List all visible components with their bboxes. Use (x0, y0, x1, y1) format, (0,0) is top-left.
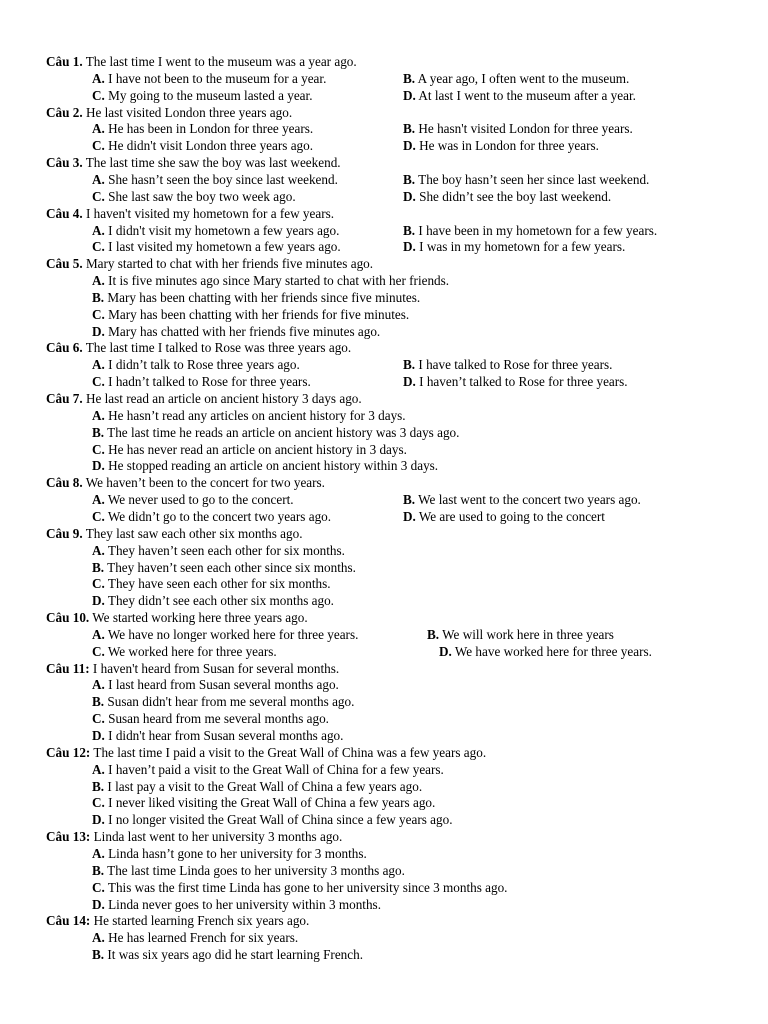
option-letter: D. (92, 812, 105, 828)
option-letter: C. (92, 643, 105, 659)
option-letter: B. (92, 289, 105, 305)
option-letter: B. (403, 357, 416, 373)
option-text: I haven’t paid a visit to the Great Wall of China for a few years. (108, 761, 444, 777)
question-number: Câu 12: (46, 744, 91, 760)
option-text: We have no longer worked here for three years. (107, 626, 359, 642)
option-letter: D. (92, 896, 105, 912)
option-text: My going to the museum lasted a year. (108, 87, 313, 103)
option-letter: D. (92, 323, 105, 339)
option-text: We last went to the concert two years ago. (418, 492, 641, 508)
option-letter: A. (92, 222, 105, 238)
option-text: It is five minutes ago since Mary started to chat with her friends. (108, 273, 450, 289)
option-letter: C. (92, 138, 105, 154)
option-letter: C. (92, 188, 105, 204)
answer-option (92, 272, 449, 289)
option-text: Mary has been chatting with her friends for five minutes. (108, 306, 410, 322)
question-number: Câu 2. (46, 104, 83, 120)
option-letter: B. (427, 626, 440, 642)
answer-option (403, 137, 599, 154)
answer-option (92, 306, 409, 323)
option-letter: B. (92, 559, 105, 575)
answer-option (403, 238, 625, 255)
option-text: Mary has been chatting with her friends since five minutes. (107, 289, 421, 305)
option-letter: A. (92, 70, 105, 86)
option-letter: A. (92, 677, 105, 693)
answer-option (92, 323, 380, 340)
answer-option (92, 727, 343, 744)
option-text: He has been in London for three years. (108, 121, 314, 137)
answer-option (403, 222, 657, 239)
question-number: Câu 4. (46, 205, 83, 221)
answer-option (92, 946, 363, 963)
option-text: He hasn’t read any articles on ancient history for 3 days. (108, 407, 406, 423)
question-number: Câu 3. (46, 155, 83, 171)
option-letter: D. (92, 593, 105, 609)
option-letter: B. (403, 121, 416, 137)
option-text: Linda hasn’t gone to her university for 3 months. (108, 845, 367, 861)
option-text: I haven’t talked to Rose for three years. (419, 374, 628, 390)
answer-option (92, 693, 354, 710)
question-number: Câu 1. (46, 54, 83, 69)
question-number: Câu 11: (46, 660, 90, 676)
option-letter: B. (92, 947, 105, 963)
answer-option (92, 778, 422, 795)
question-text: The last time I talked to Rose was three years ago. (85, 340, 352, 356)
option-letter: C. (92, 87, 105, 103)
option-text: I no longer visited the Great Wall of China since a few years ago. (108, 812, 453, 828)
option-letter: B. (92, 694, 105, 710)
option-letter: D. (403, 138, 416, 154)
option-letter: B. (92, 778, 105, 794)
option-text: He didn't visit London three years ago. (108, 138, 314, 154)
answer-option (92, 575, 331, 592)
answer-option (92, 373, 311, 390)
option-text: Linda never goes to her university within 3 months. (108, 896, 381, 912)
question-text: We started working here three years ago. (92, 610, 308, 626)
answer-option (403, 188, 611, 205)
option-text: I last heard from Susan several months ago. (108, 677, 339, 693)
option-text: I last pay a visit to the Great Wall of China a few years ago. (107, 778, 423, 794)
option-text: We didn’t go to the concert two years ago. (107, 508, 332, 524)
option-letter: D. (403, 188, 416, 204)
question-stem (46, 154, 341, 171)
option-text: I was in my hometown for a few years. (419, 239, 626, 255)
option-text: She hasn’t seen the boy since last weekend. (108, 171, 338, 187)
answer-option (92, 491, 294, 508)
answer-option (403, 508, 605, 525)
answer-option (92, 542, 345, 559)
question-text: He started learning French six years ago. (93, 913, 310, 929)
option-letter: D. (439, 643, 452, 659)
answer-option (92, 424, 459, 441)
option-text: We have worked here for three years. (454, 643, 652, 659)
option-text: We are used to going to the concert (418, 508, 605, 524)
answer-option (92, 896, 381, 913)
option-letter: A. (92, 407, 105, 423)
option-text: At last I went to the museum after a year. (418, 87, 636, 103)
option-text: He has learned French for six years. (108, 930, 299, 946)
answer-option (92, 811, 453, 828)
option-letter: C. (92, 508, 105, 524)
question-text: I haven't heard from Susan for several months. (92, 660, 340, 676)
question-text: Linda last went to her university 3 months ago. (93, 829, 343, 845)
question-stem (46, 53, 357, 70)
question-stem (46, 609, 308, 626)
answer-option (92, 929, 298, 946)
answer-option (92, 761, 444, 778)
option-text: They have seen each other for six months. (107, 576, 331, 592)
answer-option (92, 508, 331, 525)
option-text: They haven’t seen each other for six months. (107, 542, 345, 558)
question-stem (46, 255, 373, 272)
option-text: I have talked to Rose for three years. (418, 357, 613, 373)
answer-option (427, 626, 614, 643)
option-text: It was six years ago did he start learning French. (107, 947, 364, 963)
question-number: Câu 9. (46, 525, 83, 541)
option-text: The last time Linda goes to her university 3 months ago. (107, 862, 405, 878)
question-number: Câu 7. (46, 391, 83, 406)
option-letter: B. (92, 424, 105, 440)
option-letter: A. (92, 273, 105, 289)
option-text: We never used to go to the concert. (107, 492, 294, 508)
option-text: I didn’t talk to Rose three years ago. (108, 357, 300, 373)
answer-option (92, 457, 438, 474)
option-letter: B. (403, 171, 416, 187)
answer-option (92, 676, 339, 693)
question-number: Câu 13: (46, 829, 91, 845)
question-stem (46, 744, 486, 761)
option-text: The boy hasn’t seen her since last weekend. (418, 171, 650, 187)
option-text: I didn't hear from Susan several months ago. (108, 728, 344, 743)
answer-option (92, 356, 300, 373)
option-letter: D. (92, 728, 105, 743)
question-text: Mary started to chat with her friends five minutes ago. (85, 256, 374, 272)
question-stem (46, 205, 334, 222)
question-stem (46, 474, 325, 491)
answer-option (403, 120, 633, 137)
option-letter: B. (403, 492, 416, 508)
answer-option (403, 171, 649, 188)
option-text: I never liked visiting the Great Wall of China a few years ago. (108, 795, 436, 811)
option-letter: D. (403, 239, 416, 255)
question-text: They last saw each other six months ago. (85, 525, 303, 541)
question-stem (46, 390, 362, 407)
answer-option (92, 188, 296, 205)
option-letter: B. (403, 70, 416, 86)
question-stem (46, 104, 292, 121)
option-text: I have been in my hometown for a few years. (418, 222, 658, 238)
question-text: He last read an article on ancient history 3 days ago. (85, 391, 362, 406)
answer-option (92, 137, 313, 154)
answer-option (92, 441, 407, 458)
answer-option (92, 710, 329, 727)
answer-option (439, 643, 652, 660)
option-letter: C. (92, 795, 105, 811)
question-number: Câu 14: (46, 913, 91, 929)
answer-option (92, 626, 358, 643)
option-letter: C. (92, 374, 105, 390)
answer-option (92, 120, 313, 137)
question-stem (46, 912, 309, 929)
option-text: She didn’t see the boy last weekend. (419, 188, 612, 204)
option-letter: D. (403, 508, 416, 524)
answer-option (403, 491, 641, 508)
answer-option (92, 643, 277, 660)
answer-option (92, 238, 341, 255)
answer-option (92, 592, 334, 609)
option-text: The last time he reads an article on ancient history was 3 days ago. (107, 424, 460, 440)
option-text: They haven’t seen each other since six months. (107, 559, 356, 575)
option-text: We will work here in three years (442, 626, 614, 642)
option-letter: C. (92, 576, 105, 592)
answer-option (92, 845, 367, 862)
question-text: The last time I went to the museum was a year ago. (85, 54, 357, 69)
answer-option (92, 289, 420, 306)
option-letter: C. (92, 879, 105, 895)
answer-option (92, 70, 326, 87)
option-text: Susan heard from me several months ago. (108, 711, 329, 727)
question-number: Câu 6. (46, 340, 83, 356)
answer-option (92, 862, 405, 879)
option-letter: C. (92, 441, 105, 457)
option-letter: D. (403, 87, 416, 103)
answer-option (92, 794, 435, 811)
question-stem (46, 660, 339, 677)
answer-option (92, 222, 339, 239)
option-letter: D. (403, 374, 416, 390)
option-letter: A. (92, 626, 105, 642)
option-text: A year ago, I often went to the museum. (417, 70, 630, 86)
option-text: They didn’t see each other six months ago. (107, 593, 334, 609)
question-text: The last time she saw the boy was last weekend. (85, 155, 341, 171)
question-stem (46, 525, 303, 542)
option-text: I last visited my hometown a few years ago. (108, 239, 341, 255)
answer-option (92, 407, 406, 424)
option-letter: C. (92, 306, 105, 322)
option-text: I didn't visit my hometown a few years ago. (108, 222, 340, 238)
option-text: He has never read an article on ancient history in 3 days. (108, 441, 407, 457)
option-letter: A. (92, 492, 105, 508)
option-letter: C. (92, 239, 105, 255)
option-letter: B. (403, 222, 416, 238)
option-text: He stopped reading an article on ancient history within 3 days. (108, 458, 439, 474)
option-letter: C. (92, 711, 105, 727)
answer-option (403, 87, 636, 104)
option-text: We worked here for three years. (107, 643, 277, 659)
option-letter: D. (92, 458, 105, 474)
answer-option (403, 70, 629, 87)
question-number: Câu 5. (46, 256, 83, 272)
answer-option (403, 373, 628, 390)
option-text: I hadn’t talked to Rose for three years. (108, 374, 311, 390)
question-text: We haven’t been to the concert for two years. (85, 475, 325, 491)
option-letter: A. (92, 845, 105, 861)
option-letter: B. (92, 862, 105, 878)
answer-option (92, 559, 356, 576)
question-text: The last time I paid a visit to the Great Wall of China was a few years ago. (93, 744, 487, 760)
option-text: Mary has chatted with her friends five minutes ago. (108, 323, 381, 339)
option-letter: A. (92, 171, 105, 187)
option-text: She last saw the boy two week ago. (108, 188, 296, 204)
option-text: This was the first time Linda has gone to her university since 3 months ago. (107, 879, 508, 895)
question-text: I haven't visited my hometown for a few years. (85, 205, 335, 221)
option-text: He was in London for three years. (419, 138, 599, 154)
answer-option (92, 87, 313, 104)
option-letter: A. (92, 542, 105, 558)
option-letter: A. (92, 761, 105, 777)
option-text: He hasn't visited London for three years. (418, 121, 633, 137)
question-number: Câu 8. (46, 475, 83, 491)
answer-option (92, 879, 507, 896)
question-text: He last visited London three years ago. (85, 104, 293, 120)
option-letter: A. (92, 121, 105, 137)
question-number: Câu 10. (46, 610, 90, 626)
option-text: Susan didn't hear from me several months ago. (107, 694, 355, 710)
answer-option (403, 356, 612, 373)
option-letter: A. (92, 357, 105, 373)
answer-option (92, 171, 338, 188)
option-text: I have not been to the museum for a year. (108, 70, 327, 86)
question-stem (46, 828, 342, 845)
question-stem (46, 339, 351, 356)
option-letter: A. (92, 930, 105, 946)
